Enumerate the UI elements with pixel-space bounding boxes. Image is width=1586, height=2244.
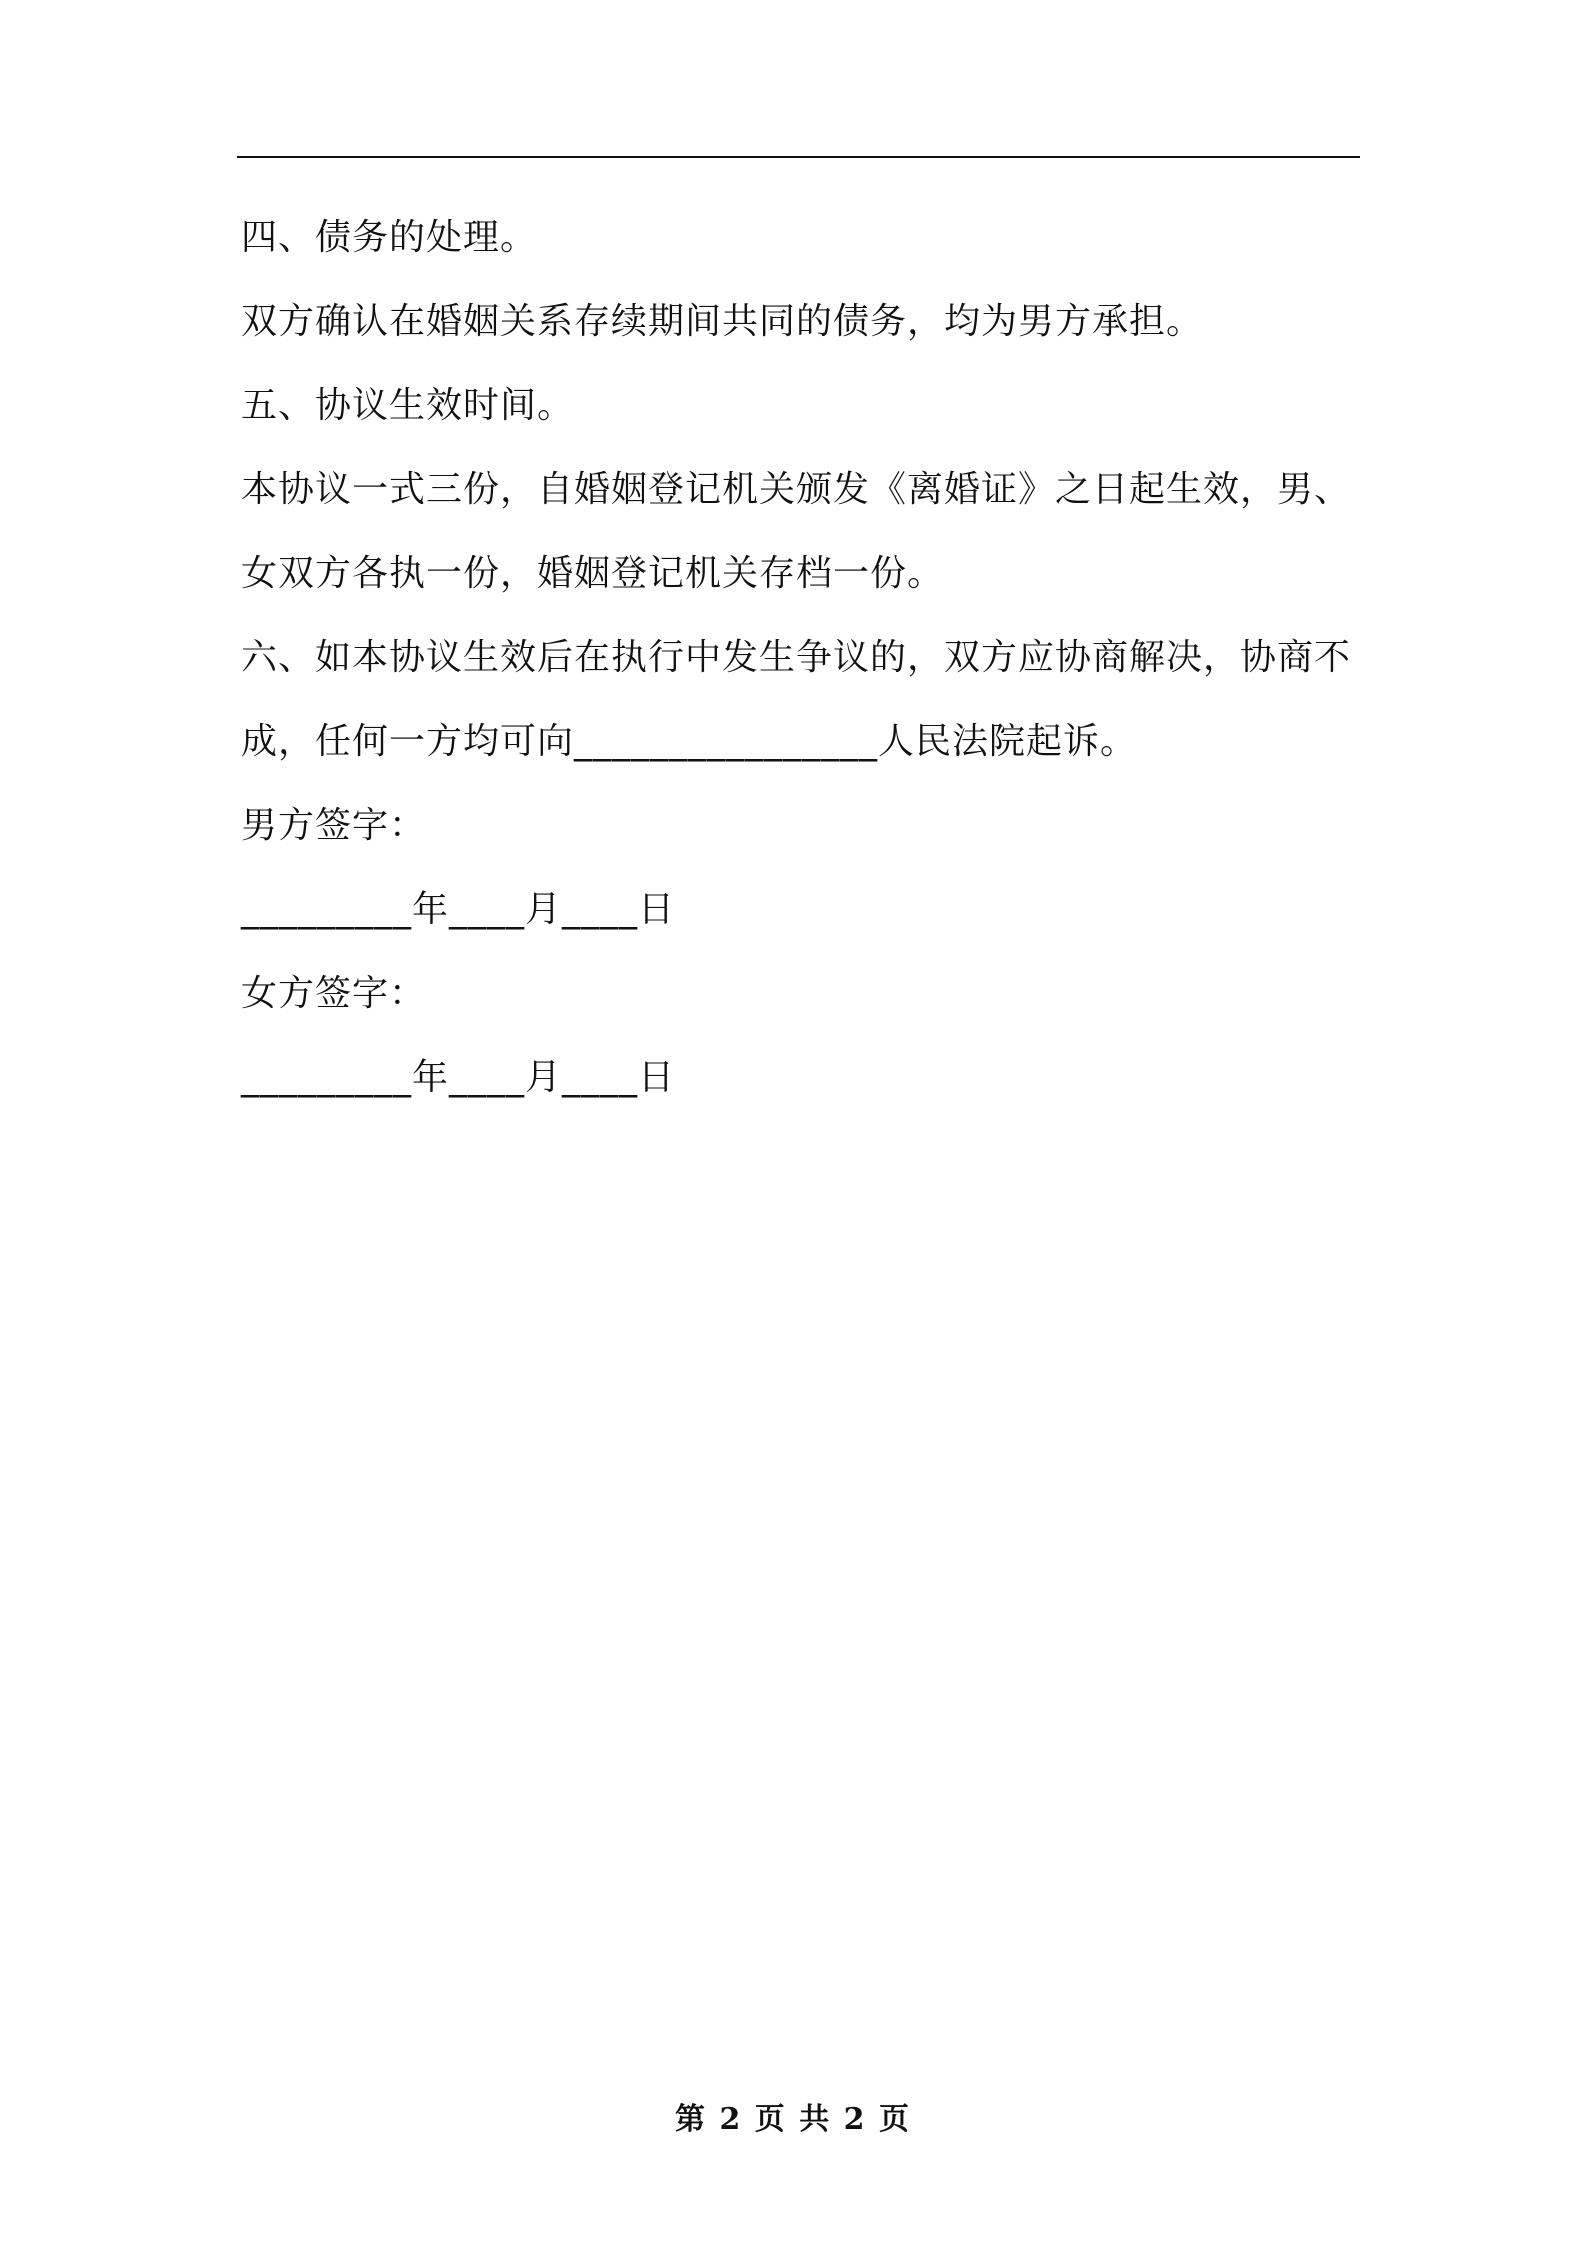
effective-clause-line-1: 本协议一式三份，自婚姻登记机关颁发《离婚证》之日起生效，男、	[241, 469, 1352, 510]
section-four-heading: 四、债务的处理。	[241, 217, 538, 258]
section-five-heading: 五、协议生效时间。	[241, 385, 575, 426]
female-signature-date: _________年____月____日	[241, 1057, 675, 1098]
male-signature-label: 男方签字：	[241, 805, 427, 846]
male-signature-date: _________年____月____日	[241, 889, 675, 930]
debt-clause-text: 双方确认在婚姻关系存续期间共同的债务，均为男方承担。	[241, 301, 1204, 342]
page-number-footer: 第 2 页 共 2 页	[675, 2102, 911, 2137]
dispute-clause-line-2: 成，任何一方均可向________________人民法院起诉。	[241, 721, 1138, 762]
header-rule	[237, 156, 1360, 158]
effective-clause-line-2: 女双方各执一份，婚姻登记机关存档一份。	[241, 553, 945, 594]
female-signature-label: 女方签字：	[241, 973, 427, 1014]
dispute-clause-line-1: 六、如本协议生效后在执行中发生争议的，双方应协商解决，协商不	[241, 637, 1352, 678]
document-body	[241, 196, 1366, 1120]
